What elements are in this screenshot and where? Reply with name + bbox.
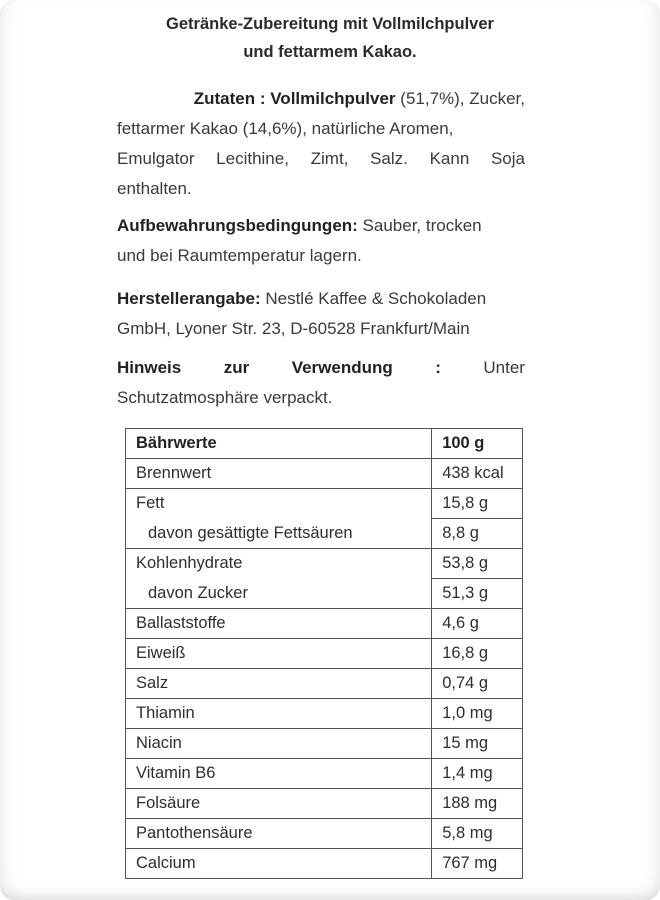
storage-section [117,211,525,271]
nutrient-value: 16,8 g [432,639,523,669]
usage-colon: : [435,358,441,377]
nutrient-name: Kohlenhydrate [126,549,432,579]
nutrient-name: Salz [126,669,432,699]
nutrient-value: 188 mg [432,789,523,819]
manufacturer-label: Herstellerangabe: [117,289,261,308]
nutrient-value: 8,8 g [432,519,523,549]
manufacturer-line-2: GmbH, Lyoner Str. 23, D-60528 Frankfurt/Main [117,319,470,338]
usage-label-2: zur [223,358,250,377]
ingredients-section [117,84,525,204]
usage-label-1: Hinweis [117,358,182,377]
nutrient-name: Ballaststoffe [126,609,432,639]
nutrient-name: davon gesättigte Fettsäuren [126,519,432,549]
nutrition-header-row [126,429,523,459]
ingredients-line-4: enthalten. [117,179,192,198]
storage-line-1 [117,211,525,241]
ingredients-label: Zutaten : Vollmilchpulver [193,89,396,108]
nutrient-name: Eiweiß [126,639,432,669]
table-row [126,549,523,579]
table-row [126,789,523,819]
nutrition-header-name: Bährwerte [126,429,432,459]
nutrition-header-value: 100 g [432,429,523,459]
table-row [126,819,523,849]
storage-line-2: und bei Raumtemperatur lagern. [117,246,362,265]
table-row [126,759,523,789]
table-row [126,669,523,699]
product-title-line-1: Getränke-Zubereitung mit Vollmilchpulver [166,15,494,33]
nutrient-name: Thiamin [126,699,432,729]
manufacturer-section [117,284,525,344]
table-row [126,699,523,729]
usage-text-1: Unter [483,358,525,377]
table-row [126,459,523,489]
storage-text-1: Sauber, trocken [357,216,482,235]
nutrient-name: Brennwert [126,459,432,489]
nutrient-value: 15,8 g [432,489,523,519]
ingredients-text-1: (51,7%), Zucker, [395,89,525,108]
ingredients-line-3 [117,144,525,174]
nutrient-value: 0,74 g [432,669,523,699]
product-title-line-2: und fettarmem Kakao. [243,43,417,61]
nutrient-name: Niacin [126,729,432,759]
nutrient-name: davon Zucker [126,579,432,609]
nutrition-table [125,428,523,879]
nutrient-name: Pantothensäure [126,819,432,849]
usage-label-3: Verwendung [291,358,393,377]
nutrient-value: 1,0 mg [432,699,523,729]
table-row [126,639,523,669]
storage-label: Aufbewahrungsbedingungen: [117,216,358,235]
table-row [126,519,523,549]
nutrient-name: Vitamin B6 [126,759,432,789]
nutrient-value: 53,8 g [432,549,523,579]
table-row [126,729,523,759]
nutrient-value: 1,4 mg [432,759,523,789]
nutrient-value: 5,8 mg [432,819,523,849]
nutrient-name: Fett [126,489,432,519]
ingredients-line-2: fettarmer Kakao (14,6%), natürliche Aromen, [117,119,454,138]
nutrient-name: Folsäure [126,789,432,819]
nutrient-value: 51,3 g [432,579,523,609]
manufacturer-text-1: Nestlé Kaffee & Schokoladen [260,289,487,308]
usage-section [117,353,525,413]
nutrient-value: 4,6 g [432,609,523,639]
manufacturer-line-1 [117,284,525,314]
table-row [126,579,523,609]
ingredients-text-3: Emulgator Lecithine, Zimt, Salz. Kann Soja [117,149,525,168]
table-row [126,849,523,879]
usage-line-1 [117,353,525,383]
usage-line-2: Schutzatmosphäre verpackt. [117,388,333,407]
nutrient-value: 15 mg [432,729,523,759]
table-row [126,489,523,519]
nutrient-value: 767 mg [432,849,523,879]
nutrient-value: 438 kcal [432,459,523,489]
ingredients-line-1 [117,84,525,114]
table-row [126,609,523,639]
nutrient-name: Calcium [126,849,432,879]
